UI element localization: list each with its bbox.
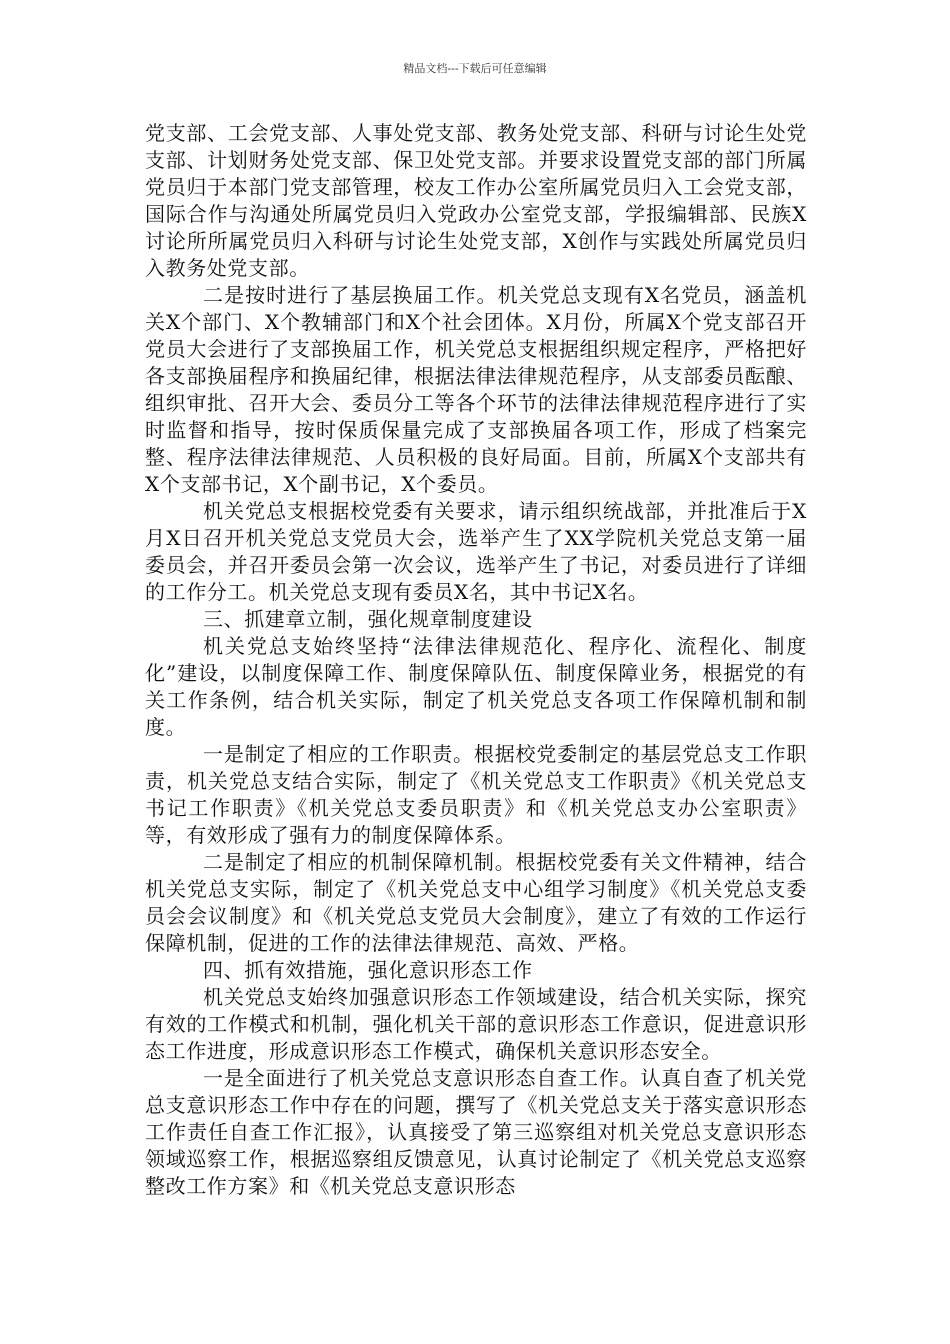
document-body (145, 120, 807, 1200)
paragraph-5: 一是制定了相应的工作职责。根据校党委制定的基层党总支工作职责，机关党总支结合实际，制定了《机关党总支工作职责》《机关党总支书记工作职责》《机关党总支委员职责》和《机关党总支办公室职责》等，有效形成了强有力的制度保障体系。 (145, 742, 807, 847)
paragraph-7: 机关党总支始终加强意识形态工作领域建设，结合机关实际，探究有效的工作模式和机制，强化机关干部的意识形态工作意识，促进意识形态工作进度，形成意识形态工作模式，确保机关意识形态安全。 (145, 985, 807, 1063)
paragraph-8: 一是全面进行了机关党总支意识形态自查工作。认真自查了机关党总支意识形态工作中存在的问题，撰写了《机关党总支关于落实意识形态工作责任自查工作汇报》，认真接受了第三巡察组对机关党总支意识形态领域巡察工作，根据巡察组反馈意见，认真讨论制定了《机关党总支巡察整改工作方案》和《机关党总支意识形态 (145, 1066, 807, 1198)
paragraph-1: 党支部、工会党支部、人事处党支部、教务处党支部、科研与讨论生处党支部、计划财务处党支部、保卫处党支部。并要求设置党支部的部门所属党员归于本部门党支部管理，校友工作办公室所属党员归入工会党支部，国际合作与沟通处所属党员归入党政办公室党支部，学报编辑部、民族X讨论所所属党员归入科研与讨论生处党支部，X创作与实践处所属党员归入教务处党支部。 (145, 121, 807, 280)
paragraph-4: 机关党总支始终坚持“法律法律规范化、程序化、流程化、制度化”建设，以制度保障工作、制度保障队伍、制度保障业务，根据党的有关工作条例，结合机关实际，制定了机关党总支各项工作保障机制和制度。 (145, 634, 807, 739)
paragraph-3: 机关党总支根据校党委有关要求，请示组织统战部，并批准后于X月X日召开机关党总支党员大会，选举产生了XX学院机关党总支第一届委员会，并召开委员会第一次会议，选举产生了书记，对委员进行了详细的工作分工。机关党总支现有委员X名，其中书记X名。 (145, 499, 807, 604)
paragraph-6: 二是制定了相应的机制保障机制。根据校党委有关文件精神，结合机关党总支实际，制定了《机关党总支中心组学习制度》《机关党总支委员会会议制度》和《机关党总支党员大会制度》，建立了有效的工作运行保障机制，促进的工作的法律法律规范、高效、严格。 (145, 850, 807, 955)
section-heading-3: 三、抓建章立制，强化规章制度建设 (203, 607, 533, 631)
paragraph-2: 二是按时进行了基层换届工作。机关党总支现有X名党员，涵盖机关X个部门、X个教辅部门和X个社会团体。X月份，所属X个党支部召开党员大会进行了支部换届工作，机关党总支根据组织规定程序，严格把好各支部换届程序和换届纪律，根据法律法律规范程序，从支部委员酝酿、组织审批、召开大会、委员分工等各个环节的法律法律规范程序进行了实时监督和指导，按时保质保量完成了支部换届各项工作，形成了档案完整、程序法律法律规范、人员积极的良好局面。目前，所属X个支部共有X个支部书记，X个副书记，X个委员。 (145, 283, 807, 496)
section-heading-4: 四、抓有效措施，强化意识形态工作 (203, 958, 533, 982)
page-header: 精品文档---下载后可任意编辑 (403, 62, 547, 75)
